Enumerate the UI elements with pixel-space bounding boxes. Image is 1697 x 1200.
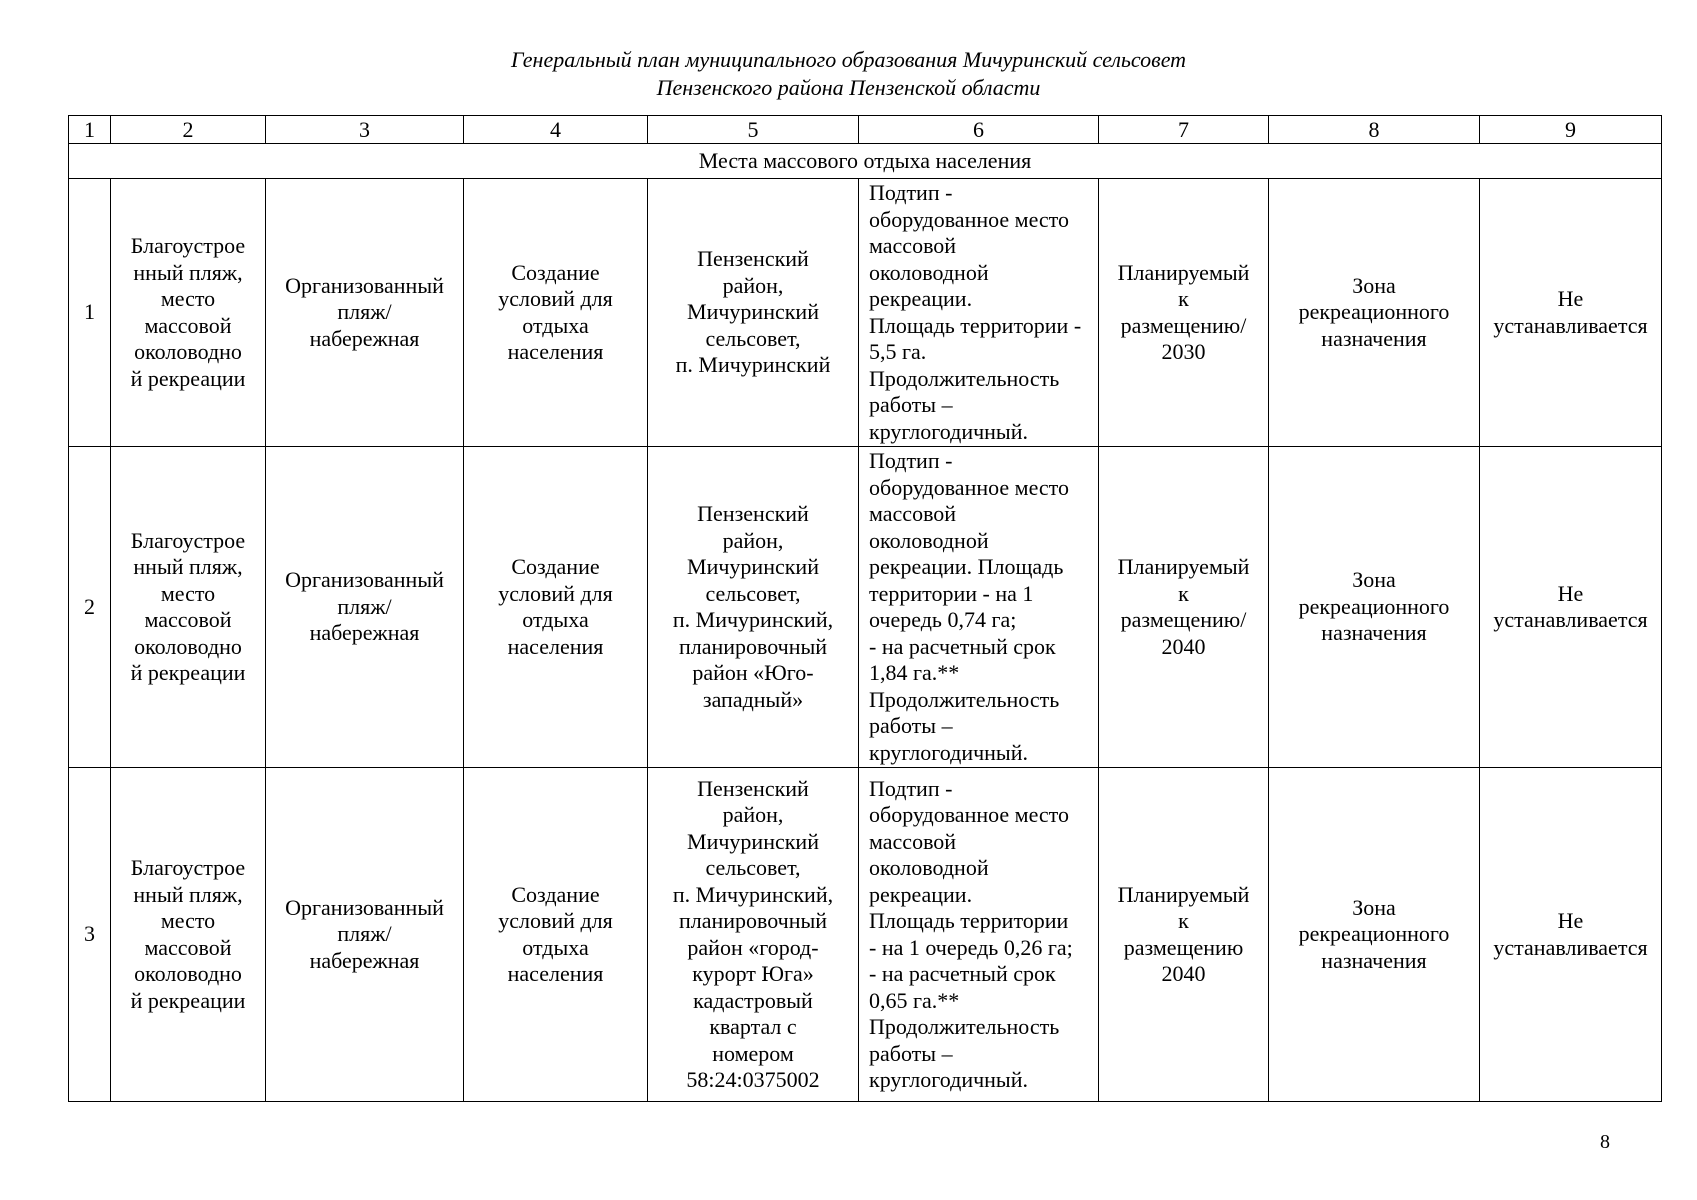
cell-text-line: назначения (1321, 947, 1427, 973)
cell-text-line: район «город- (687, 934, 819, 960)
cell-text-line: Пензенский (697, 246, 809, 272)
cell-text-line: назначения (1321, 325, 1427, 351)
cell-text-line: Площадь территории (869, 908, 1069, 933)
table-cell (69, 179, 111, 447)
table-cell (1269, 179, 1480, 447)
table-cell (266, 179, 464, 447)
cell-text-line: набережная (309, 325, 420, 351)
cell-text-line: Не (1557, 580, 1584, 606)
cell-text-line: оборудованное место (869, 474, 1069, 500)
cell-text-line: условий для (498, 580, 613, 606)
cell-text-line: Пензенский (697, 501, 809, 526)
cell-text-line: Не (1557, 908, 1584, 933)
cell-text-line: 3 (84, 921, 95, 947)
cell-text-line: номером (712, 1040, 794, 1066)
cell-text-line: западный» (702, 686, 804, 712)
cell-text-line: Создание (511, 881, 600, 907)
cell-text-line: - на расчетный срок (869, 961, 1056, 986)
cell-text-line: 1,84 га.** (869, 660, 960, 685)
cell-text-line: место (160, 908, 216, 933)
cell-text-line: Зона (1352, 894, 1396, 920)
table-cell (1099, 179, 1269, 447)
cell-text-line: Благоустрое (130, 527, 246, 553)
recreation-table (68, 115, 1662, 1102)
cell-text-line: очередь 0,74 га; (869, 607, 1017, 632)
cell-text-line: населения (507, 961, 604, 986)
table-cell (1480, 447, 1662, 768)
cell-text-line: околоводно (134, 633, 242, 659)
table-cell (69, 768, 111, 1102)
cell-text-line: Организованный (285, 894, 444, 920)
cell-text-line: нный пляж, (133, 259, 243, 285)
cell-text-line: 58:24:0375002 (686, 1067, 820, 1092)
cell-text-line: рекреационного (1298, 593, 1450, 619)
cell-text-line: п. Мичуринский, (672, 881, 834, 907)
cell-text-line: условий для (498, 908, 613, 933)
cell-text-line: район, (722, 527, 784, 553)
cell-text-line: околоводной (869, 855, 989, 880)
table-cell (859, 447, 1099, 768)
table-cell (1269, 768, 1480, 1102)
cell-text-line: Подтип - (869, 775, 953, 801)
column-number-cell: 6 (859, 116, 1099, 144)
cell-text-line: работы – (869, 1040, 953, 1066)
table-cell (1099, 768, 1269, 1102)
cell-text-line: набережная (309, 620, 420, 646)
cell-text-line: сельсовет, (705, 855, 801, 880)
column-number-cell: 5 (648, 116, 859, 144)
cell-text-line: нный пляж, (133, 881, 243, 907)
cell-text-line: й рекреации (130, 365, 246, 391)
cell-text-line: место (160, 580, 216, 606)
table-cell (464, 447, 648, 768)
cell-text-line: 2 (84, 593, 95, 619)
cell-text-line: Подтип - (869, 180, 953, 205)
cell-text-line: круглогодичный. (869, 739, 1028, 765)
table-cell (648, 447, 859, 768)
cell-text-line: околоводно (134, 961, 242, 986)
cell-text-line: набережная (309, 947, 420, 973)
table-cell (111, 768, 266, 1102)
cell-text-line: пляж/ (337, 593, 392, 619)
cell-text-line: Создание (511, 554, 600, 579)
cell-text-line: к (1178, 580, 1189, 606)
table-cell (111, 447, 266, 768)
cell-text-line: размещению/ (1120, 607, 1247, 632)
column-number-cell: 7 (1099, 116, 1269, 144)
cell-text-line: Мичуринский (687, 299, 819, 325)
cell-text-line: массовой (869, 501, 957, 526)
cell-text-line: Мичуринский (687, 554, 819, 579)
table-cell (1099, 447, 1269, 768)
cell-text-line: Мичуринский (687, 828, 819, 854)
cell-text-line: отдыха (522, 934, 589, 960)
cell-text-line: Организованный (285, 272, 444, 298)
cell-text-line: рекреационного (1298, 921, 1450, 947)
table-row (69, 768, 1662, 1102)
table-cell (859, 768, 1099, 1102)
cell-text-line: район, (722, 802, 784, 827)
cell-text-line: 5,5 га. (869, 339, 927, 364)
cell-text-line: населения (507, 633, 604, 659)
cell-text-line: назначения (1321, 620, 1427, 646)
cell-text-line: устанавливается (1493, 607, 1648, 632)
table-cell (648, 768, 859, 1102)
cell-text-line: й рекреации (130, 660, 246, 685)
cell-text-line: 2030 (1161, 339, 1206, 364)
cell-text-line: - на расчетный срок (869, 633, 1056, 659)
cell-text-line: п. Мичуринский, (672, 607, 834, 632)
cell-text-line: рекреации. (869, 881, 973, 907)
cell-text-line: массовой (144, 607, 232, 632)
cell-text-line: околоводной (869, 527, 989, 553)
cell-text-line: Зона (1352, 272, 1396, 298)
table-cell (266, 768, 464, 1102)
cell-text-line: место (160, 286, 216, 311)
cell-text-line: Планируемый (1117, 554, 1250, 579)
cell-text-line: Зона (1352, 567, 1396, 593)
column-number-cell: 8 (1269, 116, 1480, 144)
cell-text-line: нный пляж, (133, 554, 243, 579)
cell-text-line: массовой (144, 934, 232, 960)
cell-text-line: Создание (511, 259, 600, 285)
cell-text-line: отдыха (522, 607, 589, 632)
cell-text-line: оборудованное место (869, 802, 1069, 827)
cell-text-line: Подтип - (869, 448, 953, 473)
column-number-row (69, 116, 1662, 144)
document-header (0, 46, 1697, 102)
cell-text-line: Продолжительность (869, 686, 1060, 712)
cell-text-line: рекреационного (1298, 299, 1450, 325)
table-cell (464, 179, 648, 447)
table-cell (69, 447, 111, 768)
cell-text-line: устанавливается (1493, 934, 1648, 960)
cell-text-line: Не (1557, 286, 1584, 311)
cell-text-line: территории - на 1 (869, 580, 1034, 606)
table-cell (111, 179, 266, 447)
table-row (69, 179, 1662, 447)
cell-text-line: квартал с (709, 1014, 797, 1039)
table-cell (1480, 768, 1662, 1102)
cell-text-line: 2040 (1161, 961, 1206, 986)
cell-text-line: сельсовет, (705, 325, 801, 351)
cell-text-line: курорт Юга» (692, 961, 814, 986)
cell-text-line: планировочный (678, 633, 828, 659)
cell-text-line: круглогодичный. (869, 418, 1028, 444)
cell-text-line: массовой (869, 233, 957, 258)
table-cell (859, 179, 1099, 447)
cell-text-line: п. Мичуринский (675, 352, 831, 378)
cell-text-line: круглогодичный. (869, 1067, 1028, 1092)
cell-text-line: населения (507, 339, 604, 364)
cell-text-line: рекреации. (869, 286, 973, 311)
cell-text-line: работы – (869, 713, 953, 738)
cell-text-line: пляж/ (337, 921, 392, 947)
table-cell (1269, 447, 1480, 768)
table-cell (1480, 179, 1662, 447)
table-cell (464, 768, 648, 1102)
cell-text-line: 0,65 га.** (869, 987, 960, 1013)
page-number: 8 (1600, 1131, 1610, 1153)
header-line-2: Пензенского района Пензенской области (656, 75, 1041, 100)
cell-text-line: массовой (144, 312, 232, 338)
cell-text-line: Благоустрое (130, 233, 246, 258)
cell-text-line: 2040 (1161, 633, 1206, 659)
table-cell (266, 447, 464, 768)
cell-text-line: к (1178, 286, 1189, 311)
cell-text-line: - на 1 очередь 0,26 га; (869, 934, 1073, 960)
cell-text-line: Планируемый (1117, 259, 1250, 285)
section-row (69, 144, 1662, 179)
cell-text-line: рекреации. Площадь (869, 554, 1064, 579)
table-body (69, 116, 1662, 1102)
cell-text-line: Организованный (285, 567, 444, 593)
cell-text-line: планировочный (678, 908, 828, 933)
column-number-cell: 1 (69, 116, 111, 144)
cell-text-line: околоводной (869, 259, 989, 285)
cell-text-line: отдыха (522, 312, 589, 338)
header-line-1: Генеральный план муниципального образования Мичуринский сельсовет (510, 47, 1187, 72)
section-title: Места массового отдыха населения (69, 144, 1662, 179)
cell-text-line: устанавливается (1493, 312, 1648, 338)
cell-text-line: к (1178, 908, 1189, 933)
column-number-cell: 9 (1480, 116, 1662, 144)
cell-text-line: размещению/ (1120, 312, 1247, 338)
cell-text-line: пляж/ (337, 299, 392, 325)
cell-text-line: размещению (1123, 934, 1244, 960)
cell-text-line: Планируемый (1117, 881, 1250, 907)
cell-text-line: Продолжительность (869, 1014, 1060, 1039)
column-number-cell: 4 (464, 116, 648, 144)
cell-text-line: Площадь территории - (869, 312, 1082, 338)
cell-text-line: кадастровый (693, 987, 813, 1013)
column-number-cell: 2 (111, 116, 266, 144)
table-row (69, 447, 1662, 768)
cell-text-line: оборудованное место (869, 206, 1069, 232)
table-cell (648, 179, 859, 447)
column-number-cell: 3 (266, 116, 464, 144)
cell-text-line: околоводно (134, 339, 242, 364)
cell-text-line: Благоустрое (130, 855, 246, 880)
cell-text-line: сельсовет, (705, 580, 801, 606)
cell-text-line: массовой (869, 828, 957, 854)
cell-text-line: Продолжительность (869, 365, 1060, 391)
cell-text-line: 1 (84, 299, 95, 325)
cell-text-line: Пензенский (697, 775, 809, 801)
cell-text-line: й рекреации (130, 987, 246, 1013)
cell-text-line: условий для (498, 286, 613, 311)
cell-text-line: работы – (869, 392, 953, 417)
cell-text-line: район «Юго- (692, 660, 814, 685)
cell-text-line: район, (722, 272, 784, 298)
